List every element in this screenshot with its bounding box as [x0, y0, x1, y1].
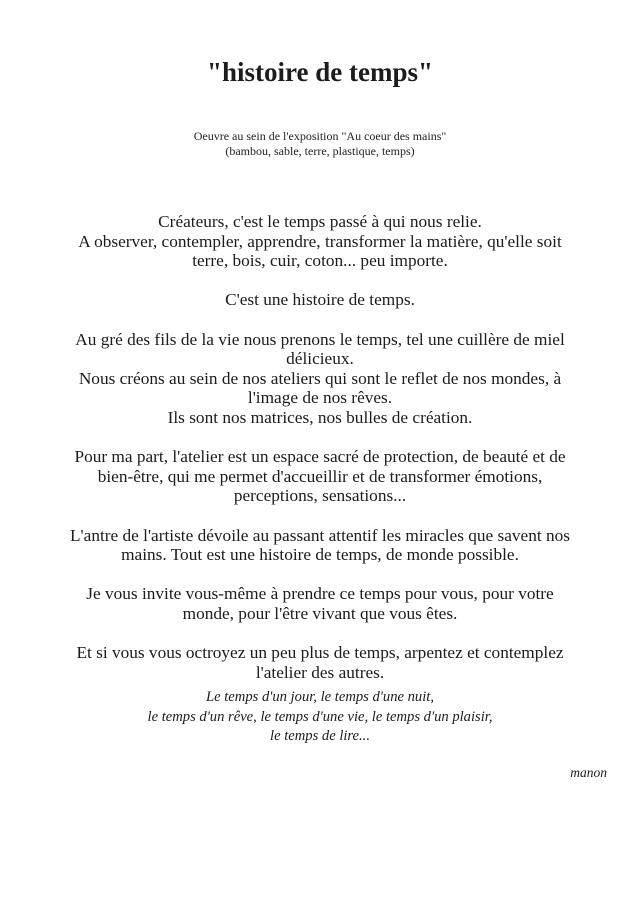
subtitle-line: (bambou, sable, terre, plastique, temps): [225, 144, 415, 158]
paragraph-line: perceptions, sensations...: [233, 486, 407, 506]
paragraph-line: mains. Tout est une histoire de temps, de monde possible.: [121, 545, 519, 565]
paragraph: [50, 212, 590, 271]
paragraph-line: délicieux.: [286, 349, 354, 369]
poem-line: Le temps d'un jour, le temps d'une nuit,: [206, 689, 434, 705]
paragraph-line: Nous créons au sein de nos ateliers qui sont le reflet de nos mondes, à: [78, 368, 562, 388]
paragraph-line: L'antre de l'artiste dévoile au passant attentif les miracles que savent nos: [69, 525, 570, 545]
paragraph-line: A observer, contempler, apprendre, transformer la matière, qu'elle soit: [78, 231, 562, 251]
paragraph-line: bien-être, qui me permet d'accueillir et de transformer émotions,: [97, 466, 543, 486]
poem-line: le temps de lire...: [270, 728, 370, 744]
paragraph: [50, 643, 590, 682]
author-signature: manon: [570, 765, 607, 780]
exhibition-subtitle: [0, 129, 640, 159]
paragraph-line: Au gré des fils de la vie nous prenons le temps, tel une cuillère de miel: [75, 329, 565, 349]
paragraph: [50, 290, 590, 310]
paragraph-line: monde, pour l'être vivant que vous êtes.: [182, 603, 458, 623]
paragraph-line: C'est une histoire de temps.: [225, 290, 415, 310]
closing-poem: [50, 688, 590, 747]
subtitle-line: Oeuvre au sein de l'exposition "Au coeur des mains": [193, 129, 447, 143]
paragraph-line: Créateurs, c'est le temps passé à qui nous relie.: [158, 212, 482, 231]
paragraph-line: Pour ma part, l'atelier est un espace sacré de protection, de beauté et de: [74, 447, 566, 467]
paragraph: [50, 584, 590, 623]
paragraph-line: l'image de nos rêves.: [247, 388, 393, 408]
paragraph-line: Et si vous vous octroyez un peu plus de temps, arpentez et contemplez: [76, 643, 564, 663]
document-title: "histoire de temps": [207, 57, 433, 87]
paragraph-line: terre, bois, cuir, coton... peu importe.: [192, 251, 448, 271]
paragraph-line: Ils sont nos matrices, nos bulles de création.: [167, 407, 473, 427]
poem-line: le temps d'un rêve, le temps d'une vie, le temps d'un plaisir,: [147, 708, 493, 725]
paragraph: [50, 526, 590, 565]
paragraph: [50, 447, 590, 506]
paragraph-line: Je vous invite vous-même à prendre ce temps pour vous, pour votre: [86, 584, 554, 604]
body-text: [50, 212, 590, 702]
paragraph-line: l'atelier des autres.: [255, 662, 385, 682]
paragraph: [50, 330, 590, 428]
